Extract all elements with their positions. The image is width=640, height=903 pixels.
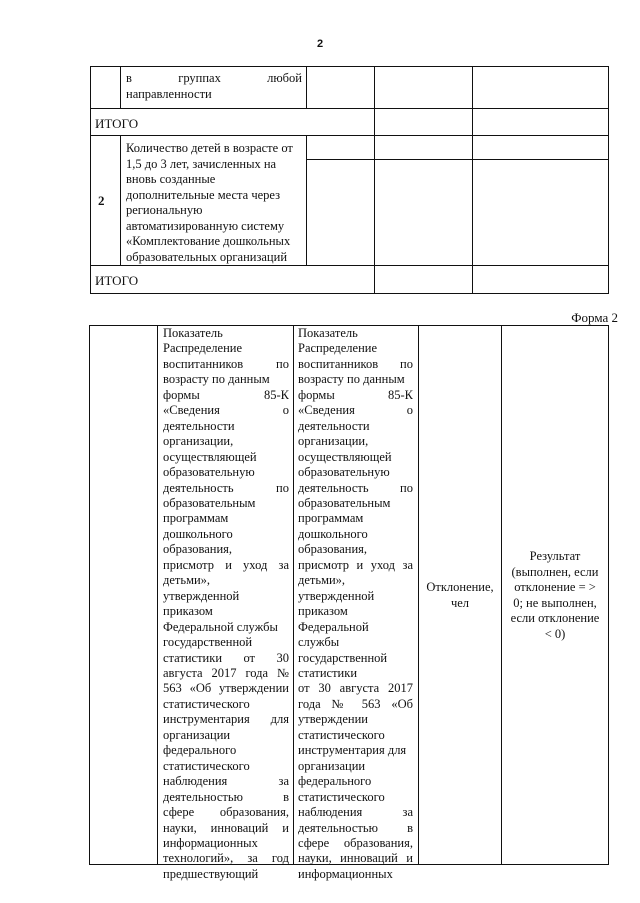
- col3-line: дошкольного: [298, 526, 368, 541]
- table-1-border: [90, 135, 609, 136]
- col3-line: деятельность по: [298, 480, 413, 495]
- col3-line: формы 85-К: [298, 387, 413, 402]
- col2-line: образовательным: [163, 495, 256, 510]
- col2-line: образовательную: [163, 465, 255, 480]
- table-2-border: [608, 325, 609, 865]
- col2-line: присмотр и уход за: [163, 557, 289, 572]
- col3-line: детьми»,: [298, 573, 346, 588]
- col2-line: статистики от 30: [163, 650, 289, 665]
- col3-line: статистического: [298, 727, 385, 742]
- col2-line: «Сведения о: [163, 403, 289, 418]
- col2-line: наблюдения за: [163, 774, 289, 789]
- col2-line: организации: [163, 727, 231, 742]
- table-2-border: [89, 325, 90, 865]
- col2-line: воспитанников по: [163, 356, 289, 371]
- row-2-line: Количество детей в возрасте от: [126, 141, 293, 155]
- col3-line: утверждении: [298, 712, 368, 727]
- col2-line: утвержденной: [163, 588, 240, 603]
- col2-line: августа 2017 года №: [163, 665, 289, 680]
- page-number: 2: [316, 38, 324, 50]
- col2-line: предшествующий: [163, 866, 259, 881]
- indicator-description-col-2: [163, 326, 289, 882]
- table-1-border: [90, 66, 609, 67]
- col2-line: детьми»,: [163, 573, 211, 588]
- col2-line: Распределение: [163, 341, 242, 356]
- result-header: [502, 549, 608, 643]
- row-2-line: автоматизированную систему: [126, 218, 285, 233]
- table-1-border: [306, 66, 307, 108]
- table-1-border: [90, 108, 609, 109]
- col3-line: деятельностью в: [298, 820, 413, 835]
- col2-line: образования,: [163, 542, 233, 557]
- col3-line: службы: [298, 635, 340, 650]
- table-1-border: [374, 66, 375, 294]
- col3-line: образовательным: [298, 495, 391, 510]
- col3-line: осуществляющей: [298, 449, 392, 464]
- col3-line: возрасту по данным: [298, 372, 405, 387]
- col3-line: деятельности: [298, 418, 370, 433]
- col3-line: науки, инноваций и: [298, 851, 413, 866]
- col2-line: деятельности: [163, 418, 235, 433]
- col2-line: статистического: [163, 758, 250, 773]
- table-1-border: [120, 66, 121, 108]
- groups-text-word: любой: [267, 71, 302, 85]
- result-line: 0; не выполнен,: [513, 595, 597, 610]
- row-number: 2: [98, 193, 105, 208]
- col2-line: федерального: [163, 743, 237, 758]
- table-1-border: [90, 66, 91, 294]
- col3-line: Федеральной: [298, 619, 369, 634]
- col2-line: деятельностью в: [163, 789, 289, 804]
- col3-line: образовательную: [298, 465, 390, 480]
- col3-line: воспитанников по: [298, 356, 413, 371]
- col2-line: приказом: [163, 604, 213, 619]
- table-1-border: [90, 293, 609, 294]
- col3-line: государственной: [298, 650, 388, 665]
- indicator-description-col-3: [298, 326, 413, 882]
- result-line: < 0): [544, 626, 566, 641]
- table-1-border: [120, 135, 121, 265]
- table-1-border: [306, 135, 307, 265]
- table-2-border: [157, 325, 158, 865]
- col2-line: формы 85-К: [163, 387, 289, 402]
- col3-line: федерального: [298, 774, 372, 789]
- col2-line: организации,: [163, 434, 234, 449]
- result-line: Результат: [529, 549, 581, 563]
- row-2-line: образовательных организаций: [126, 249, 288, 264]
- col3-line: программам: [298, 511, 364, 526]
- groups-text-cell: [126, 71, 302, 102]
- col2-line: технологий», за год: [163, 851, 289, 866]
- table-2-border: [293, 325, 294, 865]
- col2-line: программам: [163, 511, 229, 526]
- row-2-line: вновь созданные: [126, 172, 216, 186]
- col3-line: Показатель: [298, 326, 358, 340]
- col3-line: статистического: [298, 789, 385, 804]
- col3-line: приказом: [298, 604, 348, 619]
- result-line: если отклонение: [510, 611, 600, 626]
- groups-text-word: группах: [178, 71, 221, 85]
- total-label: ИТОГО: [95, 273, 139, 288]
- col3-line: инструментария для: [298, 743, 407, 758]
- deviation-header: [419, 580, 501, 611]
- col2-line: осуществляющей: [163, 449, 257, 464]
- col3-line: статистики: [298, 665, 358, 680]
- deviation-line: чел: [450, 595, 470, 610]
- total-label: ИТОГО: [95, 116, 139, 131]
- col3-line: Распределение: [298, 341, 377, 356]
- col2-line: возрасту по данным: [163, 372, 270, 387]
- col2-line: деятельность по: [163, 480, 289, 495]
- row-2-line: 1,5 до 3 лет, зачисленных на: [126, 156, 277, 171]
- result-line: (выполнен, если: [511, 564, 599, 579]
- col2-line: статистического: [163, 696, 250, 711]
- col2-line: сфере образования,: [163, 805, 289, 820]
- col3-line: наблюдения за: [298, 805, 413, 820]
- col3-line: организации: [298, 758, 366, 773]
- col3-line: от 30 августа 2017: [298, 681, 413, 696]
- col3-line: года № 563 «Об: [298, 696, 413, 711]
- col2-line: дошкольного: [163, 526, 233, 541]
- col3-line: утвержденной: [298, 588, 375, 603]
- result-line: отклонение = >: [514, 580, 596, 595]
- row-2-line: региональную: [126, 203, 203, 217]
- col3-line: присмотр и уход за: [298, 557, 413, 572]
- row-2-description: [126, 141, 304, 265]
- col3-line: информационных: [298, 866, 393, 881]
- col3-line: сфере образования,: [298, 835, 413, 850]
- col3-line: образования,: [298, 542, 368, 557]
- row-2-line: дополнительные места через: [126, 187, 281, 202]
- table-1-border: [608, 66, 609, 294]
- deviation-line: Отклонение,: [426, 580, 494, 594]
- table-1-border: [472, 66, 473, 294]
- row-2-line: «Комплектование дошкольных: [126, 234, 291, 248]
- groups-text-line: направленности: [126, 86, 212, 101]
- col2-line: Показатель: [163, 326, 223, 340]
- col2-line: Федеральной службы: [163, 619, 278, 634]
- groups-text-word: в: [126, 71, 132, 85]
- col2-line: 563 «Об утверждении: [163, 681, 289, 696]
- col3-line: организации,: [298, 434, 369, 449]
- table-1-border: [306, 159, 609, 160]
- form-label: Форма 2: [571, 310, 618, 325]
- table-1-border: [90, 265, 609, 266]
- col2-line: инструментария для: [163, 712, 289, 727]
- col2-line: информационных: [163, 835, 258, 850]
- col2-line: науки, инноваций и: [163, 820, 289, 835]
- col2-line: государственной: [163, 635, 253, 650]
- col3-line: «Сведения о: [298, 403, 413, 418]
